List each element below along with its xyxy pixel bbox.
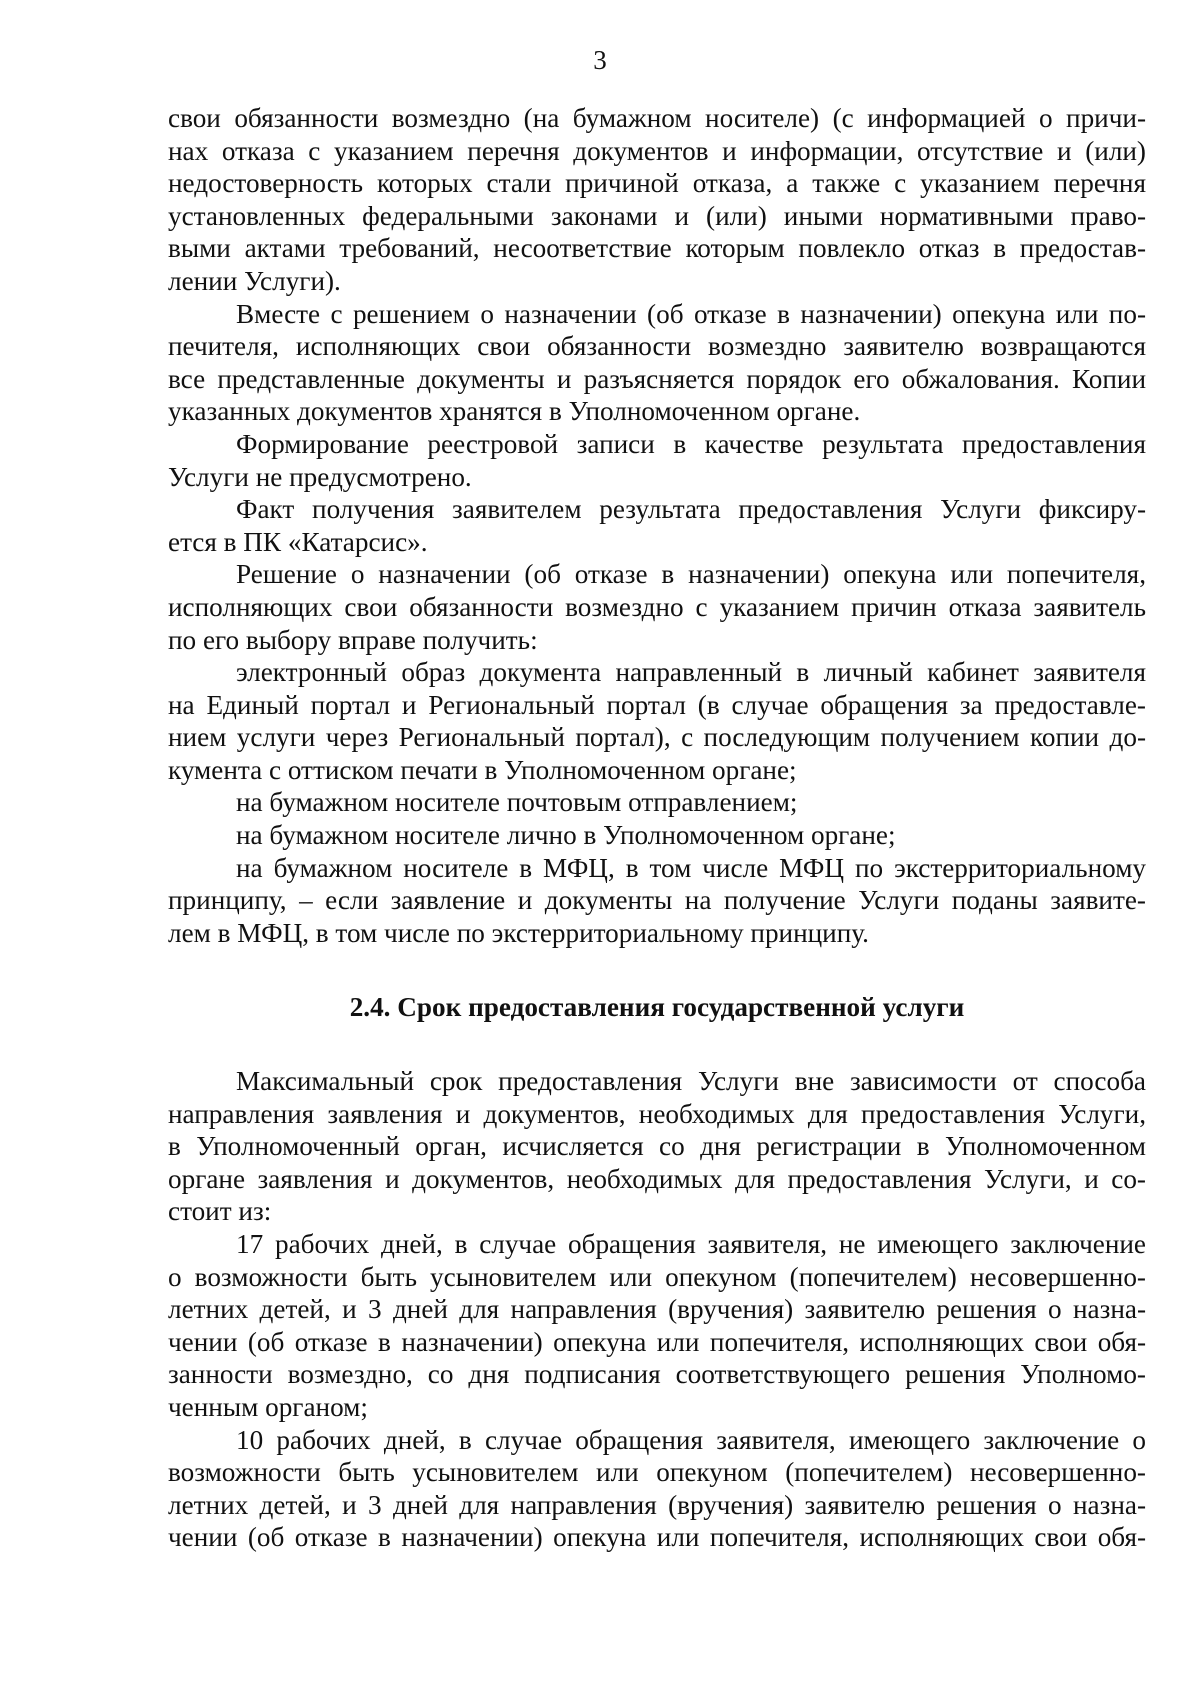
text-line: Формирование реестровой записи в качестве результата предоставления	[236, 428, 1146, 459]
text-line: 10 рабочих дней, в случае обращения заявителя, имеющего заключение о	[236, 1424, 1146, 1455]
paragraph	[168, 1065, 1146, 1228]
text-line: печителя, исполняющих свои обязанности возмездно заявителю возвращаются	[168, 331, 1146, 362]
text-line: ченным органом;	[168, 1391, 368, 1422]
text-line: чении (об отказе в назначении) опекуна или попечителя, исполняющих свои обя-	[168, 1522, 1146, 1553]
paragraph	[168, 852, 1146, 950]
text-line: установленных федеральными законами и (или) иными нормативными право-	[168, 200, 1146, 231]
text-line: 17 рабочих дней, в случае обращения заявителя, не имеющего заключение	[236, 1229, 1146, 1259]
paragraph	[168, 786, 1146, 819]
text-line: о возможности быть усыновителем или опекуном (попечителем) несовершенно-	[168, 1261, 1146, 1292]
paragraph	[168, 298, 1146, 428]
paragraph	[168, 1228, 1146, 1424]
text-line: занности возмездно, со дня подписания соответствующего решения Уполномо-	[168, 1359, 1146, 1390]
text-line: недостоверность которых стали причиной отказа, а также с указанием перечня	[168, 168, 1146, 199]
paragraph	[168, 1424, 1146, 1554]
text-line: электронный образ документа направленный в личный кабинет заявителя	[236, 657, 1146, 688]
paragraph	[168, 428, 1146, 493]
text-line: Вместе с решением о назначении (об отказе в назначении) опекуна или по-	[236, 298, 1146, 329]
text-line: Максимальный срок предоставления Услуги вне зависимости от способа	[236, 1066, 1146, 1097]
paragraph	[168, 819, 1146, 852]
paragraph	[168, 558, 1146, 656]
text-line: чении (об отказе в назначении) опекуна или попечителя, исполняющих свои обя-	[168, 1326, 1146, 1357]
text-line: на Единый портал и Региональный портал (в случае обращения за предоставле-	[168, 689, 1146, 720]
text-line: летних детей, и 3 дней для направления (вручения) заявителю решения о назна-	[168, 1294, 1146, 1325]
text-line: Факт получения заявителем результата предоставления Услуги фиксиру-	[236, 494, 1146, 525]
text-line: на бумажном носителе в МФЦ, в том числе МФЦ по экстерриториальному	[236, 852, 1146, 883]
text-line: Решение о назначении (об отказе в назначении) опекуна или попечителя,	[236, 559, 1146, 590]
text-line: выми актами требований, несоответствие которым повлекло отказ в предостав-	[168, 233, 1146, 264]
paragraph	[168, 102, 1146, 298]
text-line: на бумажном носителе почтовым отправлением;	[236, 787, 798, 818]
text-line: в Уполномоченный орган, исчисляется со дня регистрации в Уполномоченном	[168, 1131, 1146, 1162]
text-line: на бумажном носителе лично в Уполномоченном органе;	[236, 820, 896, 851]
text-line: указанных документов хранятся в Уполномоченном органе.	[168, 396, 861, 427]
text-line: нием услуги через Региональный портал), с последующим получением копии до-	[168, 722, 1146, 753]
text-line: свои обязанности возмездно (на бумажном носителе) (с информацией о причи-	[168, 103, 1146, 133]
text-line: Услуги не предусмотрено.	[168, 461, 472, 492]
text-line: кумента с оттиском печати в Уполномоченном органе;	[168, 754, 797, 785]
text-line: направления заявления и документов, необходимых для предоставления Услуги,	[168, 1098, 1146, 1129]
text-line: по его выбору вправе получить:	[168, 624, 538, 655]
text-line: все представленные документы и разъясняется порядок его обжалования. Копии	[168, 363, 1146, 394]
paragraph	[168, 493, 1146, 558]
text-line: нах отказа с указанием перечня документов и информации, отсутствие и (или)	[168, 135, 1146, 166]
section-heading: 2.4. Срок предоставления государственной услуги	[349, 992, 965, 1023]
text-line: органе заявления и документов, необходимых для предоставления Услуги, и со-	[168, 1163, 1146, 1194]
text-line: ется в ПК «Катарсис».	[168, 526, 428, 557]
text-line: лем в МФЦ, в том числе по экстерриториальному принципу.	[168, 917, 869, 948]
paragraph	[168, 656, 1146, 786]
text-line: лении Услуги).	[168, 265, 341, 296]
text-line: летних детей, и 3 дней для направления (вручения) заявителю решения о назна-	[168, 1489, 1146, 1520]
text-line: исполняющих свои обязанности возмездно с указанием причин отказа заявитель	[168, 591, 1146, 622]
document-body	[168, 102, 1146, 1554]
page-number: 3	[593, 45, 607, 75]
text-line: стоит из:	[168, 1196, 272, 1227]
text-line: возможности быть усыновителем или опекуном (попечителем) несовершенно-	[168, 1457, 1146, 1488]
text-line: принципу, – если заявление и документы на получение Услуги поданы заявите-	[168, 885, 1146, 916]
